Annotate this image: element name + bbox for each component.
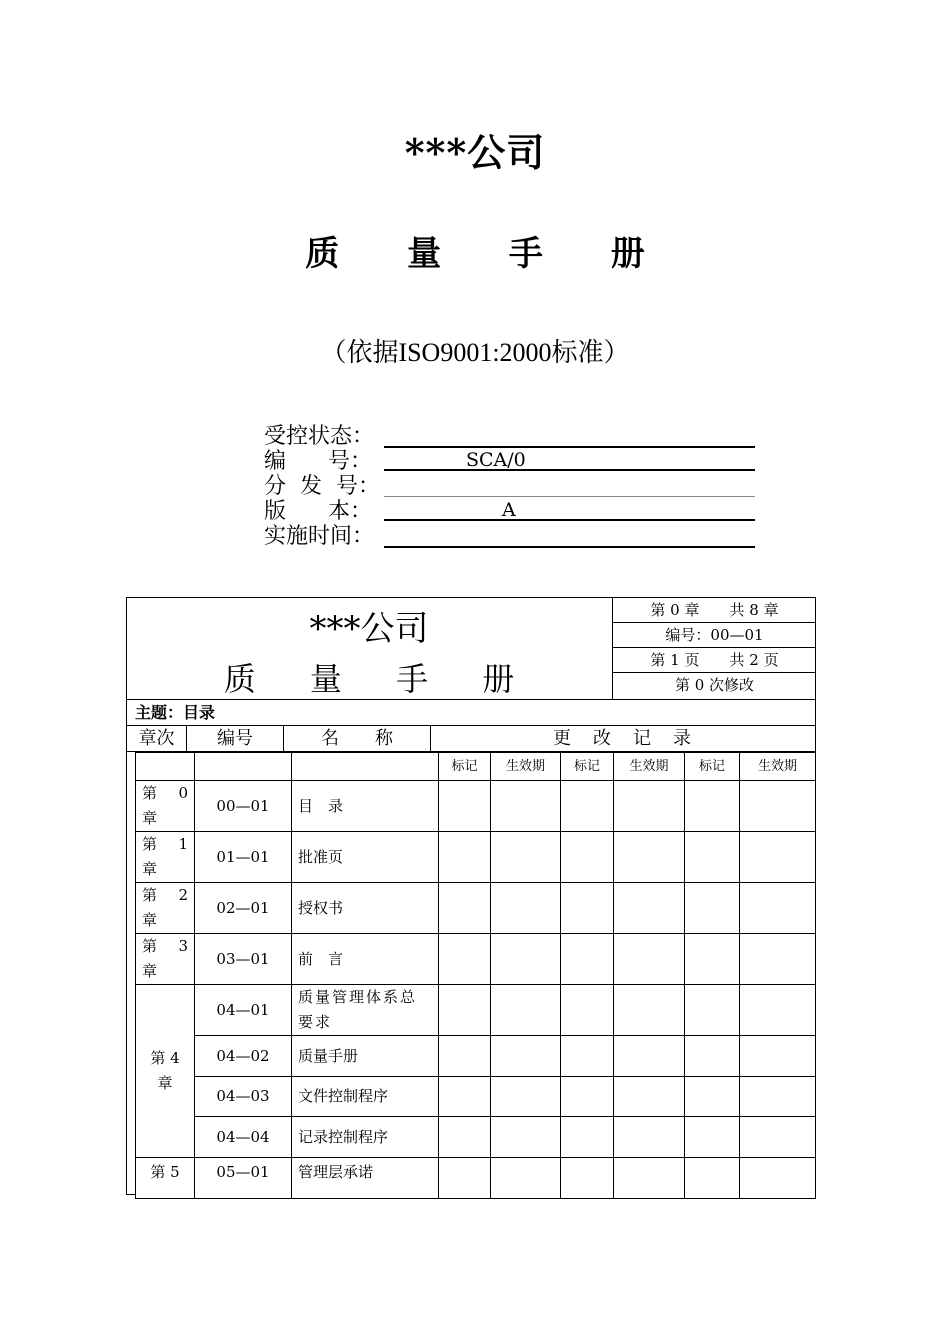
field-value: SCA/0	[384, 449, 755, 471]
chapter-cell: 第 2 章	[136, 883, 195, 934]
manual-title: 质 量 手 册	[305, 234, 673, 274]
column-header-row	[126, 726, 816, 752]
code-cell: 04—04	[195, 1117, 292, 1158]
header-company: ***公司	[309, 609, 429, 649]
table-row	[136, 934, 816, 985]
field-value	[384, 424, 755, 448]
subject-row: 主题：目录	[126, 700, 816, 726]
standard-basis: （依据ISO9001:2000标准）	[320, 338, 630, 367]
code-cell: 04—03	[195, 1077, 292, 1117]
code-cell: 05—01	[195, 1158, 292, 1199]
name-cell: 目 录	[292, 781, 439, 832]
column-name: 名 称	[284, 726, 431, 751]
code-cell: 00—01	[195, 781, 292, 832]
header-chapter: 第 0 章 共 8 章	[613, 598, 816, 623]
mark-header: 标记	[561, 753, 614, 781]
field-label: 实施时间：	[264, 524, 375, 549]
table-row	[136, 883, 816, 934]
table-row	[136, 1077, 816, 1117]
table-row	[136, 1036, 816, 1077]
field-value	[384, 474, 755, 497]
table-row	[136, 1158, 816, 1199]
field-value: A	[384, 499, 755, 521]
table-left-border	[126, 752, 127, 1194]
code-cell: 03—01	[195, 934, 292, 985]
name-cell: 前 言	[292, 934, 439, 985]
name-cell: 授权书	[292, 883, 439, 934]
name-cell: 质量管理体系总要求	[292, 985, 439, 1036]
code-cell: 04—01	[195, 985, 292, 1036]
field-label: 分 发 号：	[264, 474, 380, 499]
effective-header: 生效期	[614, 753, 685, 781]
effective-header: 生效期	[491, 753, 561, 781]
column-code: 编号	[187, 726, 284, 751]
field-number	[264, 449, 764, 474]
effective-header: 生效期	[740, 753, 816, 781]
chapter-cell: 第 0 章	[136, 781, 195, 832]
field-control-status	[264, 424, 764, 449]
chapter-cell: 第 5	[136, 1158, 195, 1199]
mark-header: 标记	[439, 753, 491, 781]
sub-header-row	[136, 753, 816, 781]
name-cell: 质量手册	[292, 1036, 439, 1077]
name-cell: 管理层承诺	[292, 1158, 439, 1199]
empty-cell	[136, 753, 195, 781]
name-cell: 文件控制程序	[292, 1077, 439, 1117]
code-cell: 02—01	[195, 883, 292, 934]
table-row	[136, 832, 816, 883]
chapter-cell: 第 3 章	[136, 934, 195, 985]
chapter-cell: 第 1 章	[136, 832, 195, 883]
company-title: ***公司	[404, 130, 546, 175]
header-revision: 第 0 次修改	[674, 676, 755, 694]
chapter-cell: 第 4 章	[136, 985, 195, 1158]
code-cell: 01—01	[195, 832, 292, 883]
field-version	[264, 499, 764, 524]
header-number: 编号：00—01	[613, 623, 816, 648]
contents-table	[135, 752, 816, 1199]
header-page: 第 1 页 共 2 页	[613, 648, 816, 673]
empty-cell	[292, 753, 439, 781]
mark-header: 标记	[685, 753, 740, 781]
field-effective-date	[264, 524, 764, 549]
field-value	[384, 524, 755, 548]
field-label: 版 本：	[264, 499, 372, 524]
table-row	[136, 781, 816, 832]
name-cell: 记录控制程序	[292, 1117, 439, 1158]
field-label: 编 号：	[264, 449, 372, 474]
field-distribution-number	[264, 474, 764, 499]
column-change-record: 更 改 记 录	[553, 728, 693, 749]
field-label: 受控状态：	[264, 424, 375, 449]
table-row	[136, 1117, 816, 1158]
empty-cell	[195, 753, 292, 781]
code-cell: 04—02	[195, 1036, 292, 1077]
column-chapter: 章次	[127, 726, 187, 751]
header-title: 质 量 手 册	[223, 660, 537, 698]
name-cell: 批准页	[292, 832, 439, 883]
table-row	[136, 985, 816, 1036]
